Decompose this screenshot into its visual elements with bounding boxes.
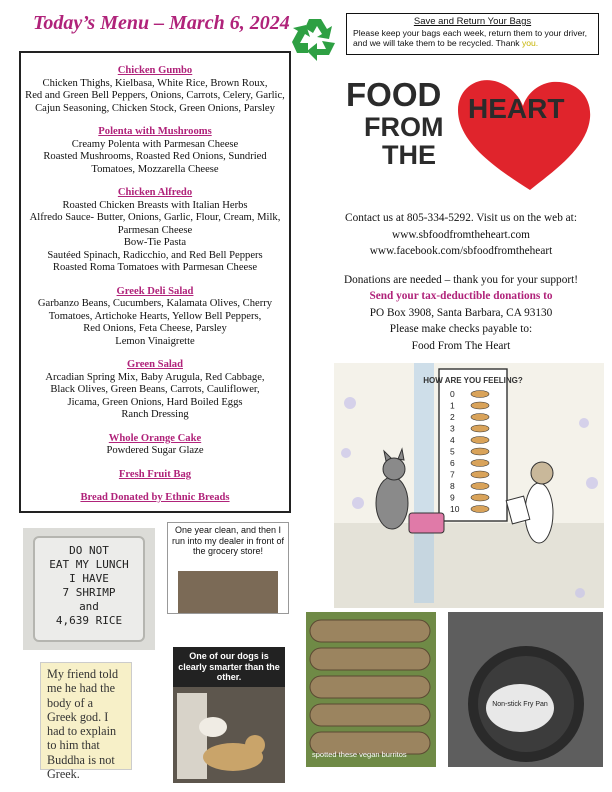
bags-notice (346, 13, 599, 55)
feelings-scale-number: 5 (450, 446, 455, 457)
cat-figure (376, 477, 408, 529)
menu-section (25, 469, 285, 482)
recycle-icon (289, 13, 341, 65)
menu-item-ingredients: Roasted Mushrooms, Roasted Red Onions, Sundried (43, 151, 267, 162)
fry-pan-label: Non-stick Fry Pan (492, 701, 548, 708)
dogs-meme-caption: One of our dogs is clearly smarter than the other. (173, 647, 285, 687)
menu-item-ingredients: Garbanzo Beans, Cucumbers, Kalamata Olives, Cherry (37, 298, 273, 309)
feelings-scale-number: 9 (450, 492, 455, 503)
logo-word-heart: HEART (468, 93, 565, 124)
lunch-note-line: I HAVE (69, 572, 109, 585)
feelings-scale-number: 3 (450, 423, 455, 434)
page-title: Today’s Menu – March 6, 2024 (33, 12, 290, 34)
menu-item-heading: Bread Donated by Ethnic Breads (80, 492, 230, 503)
lunch-note-line: 4,639 RICE (55, 614, 123, 627)
menu-item-ingredients: Bow-Tie Pasta (123, 237, 187, 248)
food-from-the-heart-logo (340, 70, 600, 200)
vegan-burritos-caption: spotted these vegan burritos (312, 750, 407, 759)
menu-item-heading: Whole Orange Cake (108, 432, 202, 444)
sod-rolls-image (306, 612, 436, 767)
menu-item-heading: Green Salad (126, 359, 183, 370)
payee-line: Food From The Heart (411, 339, 511, 352)
feelings-scale-number: 4 (450, 435, 455, 445)
armadillo-figure (471, 437, 489, 444)
girl-scout-image (178, 571, 278, 613)
feelings-scale-number: 6 (450, 458, 455, 468)
armadillo-figure (471, 483, 489, 490)
menu-item-heading: Chicken Gumbo (117, 65, 193, 76)
menu-item-ingredients: Roasted Chicken Breasts with Italian Herbs (62, 199, 248, 211)
menu-item-ingredients: Alfredo Sauce- Butter, Onions, Garlic, Flour, Cream, Milk, (29, 212, 281, 223)
armadillo-figure (471, 414, 489, 421)
menu-item-ingredients: Sautéed Spinach, Radicchio, and Red Bell Peppers (47, 249, 263, 261)
vegan-burritos-photo (306, 612, 436, 767)
menu-item-ingredients: Lemon Vinaigrette (115, 335, 195, 347)
menu-section (25, 286, 285, 349)
menu-item-ingredients: Arcadian Spring Mix, Baby Arugula, Red Cabbage, (45, 371, 265, 383)
bags-notice-heading: Save and Return Your Bags (413, 16, 532, 27)
lunch-note-photo (23, 528, 155, 650)
lunch-note-line: and (79, 600, 99, 613)
feelings-sign-title: HOW ARE YOU FEELING? (423, 376, 523, 385)
menu-item-ingredients: Powdered Sugar Glaze (106, 445, 204, 456)
feelings-scale-number: 1 (450, 400, 455, 411)
armadillo-figure (471, 448, 489, 455)
menu-item-ingredients: Parmesan Cheese (117, 224, 193, 236)
fry-pan-image (448, 612, 603, 767)
menu-item-ingredients: Tomatoes, Artichoke Hearts, Yellow Bell Peppers, (48, 310, 262, 322)
menu-item-ingredients: Red and Green Bell Peppers, Onions, Carrots, Celery, Garlic, (25, 90, 285, 101)
menu-section (25, 359, 285, 422)
dogs-meme-photo (173, 647, 285, 773)
menu-item-ingredients: Ranch Dressing (121, 409, 189, 420)
send-donations-line: Send your tax-deductible donations to (369, 290, 553, 302)
dogs-image (173, 687, 285, 783)
menu-item-heading: Greek Deli Salad (116, 285, 194, 297)
donations-line: Donations are needed – thank you for your support! (343, 273, 579, 286)
armadillo-figure (471, 460, 489, 467)
lunch-note-line: EAT MY LUNCH (49, 558, 129, 571)
menu-item-ingredients: Roasted Roma Tomatoes with Parmesan Cheese (52, 262, 258, 273)
menu-section (25, 187, 285, 275)
lunch-note-line: DO NOT (69, 544, 109, 557)
menu-item-ingredients: Jicama, Green Onions, Hard Boiled Eggs (67, 396, 243, 408)
menu-item-ingredients: Black Olives, Green Beans, Carrots, Cauliflower, (50, 384, 260, 395)
checks-line: Please make checks payable to: (389, 323, 533, 335)
menu-section (25, 65, 285, 115)
logo-word-the: THE (382, 140, 436, 170)
armadillo-figure (471, 494, 489, 501)
greek-god-meme: My friend told me he had the body of a Greek god. I had to explain to him that Buddha is not Greek. (40, 662, 132, 770)
fry-pan-photo (448, 612, 603, 767)
armadillo-figure (471, 391, 489, 398)
feelings-scale-number: 10 (450, 504, 460, 514)
armadillo-figure (471, 506, 489, 513)
menu-item-ingredients: Cajun Seasoning, Chicken Stock, Green Onions, Parsley (35, 102, 275, 114)
menu-box (19, 51, 291, 513)
bags-notice-text: Please keep your bags each week, return them to your driver, and we will take them to be recycled. Thank (353, 27, 588, 48)
menu-item-heading: Polenta with Mushrooms (98, 126, 212, 137)
menu-item-ingredients: Red Onions, Feta Cheese, Parsley (83, 323, 227, 334)
menu-item-ingredients: Creamy Polenta with Parmesan Cheese (71, 138, 239, 150)
armadillo-figure (471, 425, 489, 432)
mailing-address: PO Box 3908, Santa Barbara, CA 93130 (369, 306, 553, 319)
feelings-scale-number: 8 (450, 481, 455, 491)
armadillo-figure (471, 402, 489, 409)
feelings-scale-number: 7 (450, 469, 455, 480)
lunch-note-text (33, 536, 145, 642)
feelings-cartoon (334, 363, 604, 608)
bags-notice-body (353, 28, 592, 49)
menu-section (25, 492, 285, 505)
logo-word-from: FROM (364, 112, 444, 142)
armadillo-figure (471, 471, 489, 478)
menu-section (25, 126, 285, 176)
dealer-meme-caption: One year clean, and then I run into my dealer in front of the grocery store! (171, 525, 285, 556)
bags-notice-text-end: you. (521, 38, 539, 48)
lunch-note-line: 7 SHRIMP (62, 586, 116, 599)
menu-item-heading: Chicken Alfredo (117, 187, 193, 198)
contact-block (320, 210, 602, 354)
dealer-meme-photo (167, 522, 289, 614)
menu-section (25, 433, 285, 458)
website-link[interactable]: www.sbfoodfromtheheart.com (392, 228, 530, 241)
facebook-link[interactable]: www.facebook.com/sbfoodfromtheheart (369, 245, 553, 257)
menu-item-ingredients: Tomatoes, Mozzarella Cheese (91, 163, 219, 175)
logo-word-food: FOOD (346, 76, 442, 113)
doctor-figure (525, 483, 553, 543)
feelings-scale-number: 0 (450, 389, 455, 399)
menu-item-ingredients: Chicken Thighs, Kielbasa, White Rice, Brown Roux, (42, 77, 268, 89)
feelings-scale-number: 2 (450, 412, 455, 422)
menu-item-heading: Fresh Fruit Bag (118, 468, 192, 480)
contact-line: Contact us at 805-334-5292. Visit us on the web at: (345, 212, 577, 224)
